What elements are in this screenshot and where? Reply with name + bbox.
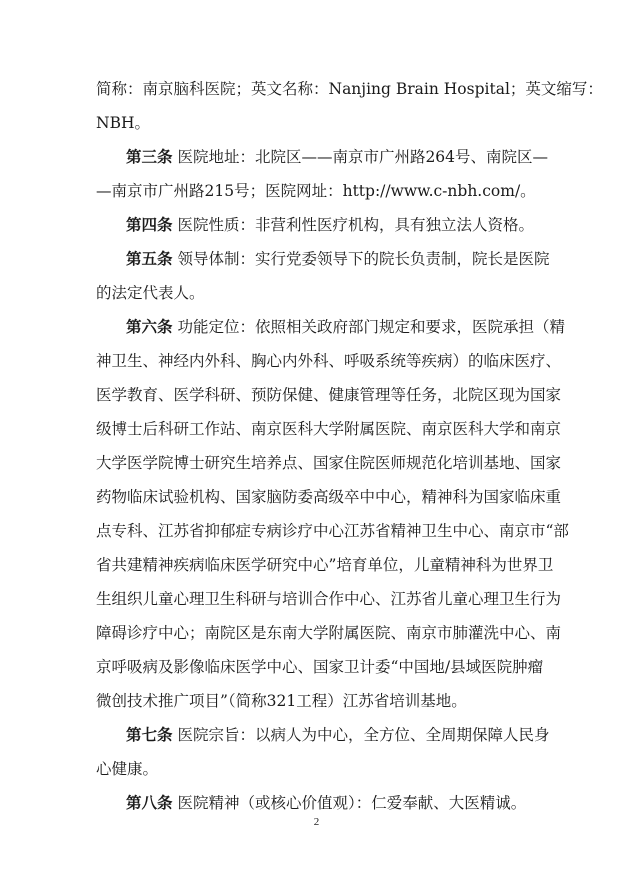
line-text: 省共建精神疾病临床医学研究中心”培育单位，儿童精神科为世界卫: [96, 556, 554, 574]
text-line: [96, 718, 550, 752]
line-text: 障碍诊疗中心；南院区是东南大学附属医院、南京市肺灌洗中心、南: [96, 624, 562, 642]
line-text: 神卫生、神经内外科、胸心内外科、呼吸系统等疾病）的临床医疗、: [96, 352, 562, 370]
article-title: 第六条: [126, 318, 173, 336]
text-line: [96, 344, 562, 378]
text-line: [96, 446, 562, 480]
line-text: 医学教育、医学科研、预防保健、健康管理等任务，北院区现为国家: [96, 386, 562, 404]
text-line: [96, 548, 554, 582]
line-text: 功能定位：依照相关政府部门规定和要求，医院承担（精: [172, 318, 565, 336]
page-number: 2: [313, 816, 320, 828]
line-text: —南京市广州路215号；医院网址：http://www.c-nbh.com/。: [96, 182, 536, 200]
article-title: 第五条: [126, 250, 173, 268]
line-text: 生组织儿童心理卫生科研与培训合作中心、江苏省儿童心理卫生行为: [96, 590, 562, 608]
text-line: [96, 412, 562, 446]
text-line: [96, 514, 569, 548]
line-text: 医院精神（或核心价值观）：仁爱奉献、大医精诚。: [172, 794, 527, 812]
line-text: 医院宗旨：以病人为中心，全方位、全周期保障人民身: [172, 726, 550, 744]
text-line: [96, 786, 542, 820]
line-text: 医院性质：非营利性医疗机构，具有独立法人资格。: [172, 216, 534, 234]
text-line: [96, 242, 550, 276]
article-title: 第三条: [126, 148, 173, 166]
text-line: [96, 72, 603, 106]
line-text: 医院地址：北院区——南京市广州路264号、南院区—: [172, 148, 549, 166]
line-text: 药物临床试验机构、国家脑防委高级卒中中心，精神科为国家临床重: [96, 488, 562, 506]
line-text: 心健康。: [96, 760, 159, 778]
text-line: [96, 650, 542, 684]
line-text: 点专科、江苏省抑郁症专病诊疗中心江苏省精神卫生中心、南京市“部: [96, 522, 569, 540]
line-text: 微创技术推广项目”（简称321工程）江苏省培训基地。: [96, 692, 467, 710]
line-text: 领导体制：实行党委领导下的院长负责制，院长是医院: [172, 250, 550, 268]
line-text: NBH。: [96, 114, 150, 132]
text-line: [96, 140, 549, 174]
line-text: 级博士后科研工作站、南京医科大学附属医院、南京医科大学和南京: [96, 420, 562, 438]
line-text: 京呼吸病及影像临床医学中心、国家卫计委“中国地/县域医院肿瘤: [96, 658, 544, 676]
article-title: 第四条: [126, 216, 173, 234]
text-line: [96, 616, 562, 650]
text-line: [96, 480, 562, 514]
article-title: 第八条: [126, 794, 173, 812]
line-text: 简称：南京脑科医院；英文名称：Nanjing Brain Hospital；英文缩写：: [96, 80, 603, 98]
text-line: [96, 106, 542, 140]
line-text: 大学医学院博士研究生培养点、国家住院医师规范化培训基地、国家: [96, 454, 562, 472]
text-line: [96, 174, 542, 208]
article-title: 第七条: [126, 726, 173, 744]
text-line: [96, 208, 542, 242]
text-line: [96, 310, 565, 344]
text-line: [96, 276, 542, 310]
text-line: [96, 752, 542, 786]
document-body: [96, 72, 603, 820]
text-line: [96, 378, 562, 412]
line-text: 的法定代表人。: [96, 284, 205, 302]
text-line: [96, 684, 542, 718]
text-line: [96, 582, 562, 616]
